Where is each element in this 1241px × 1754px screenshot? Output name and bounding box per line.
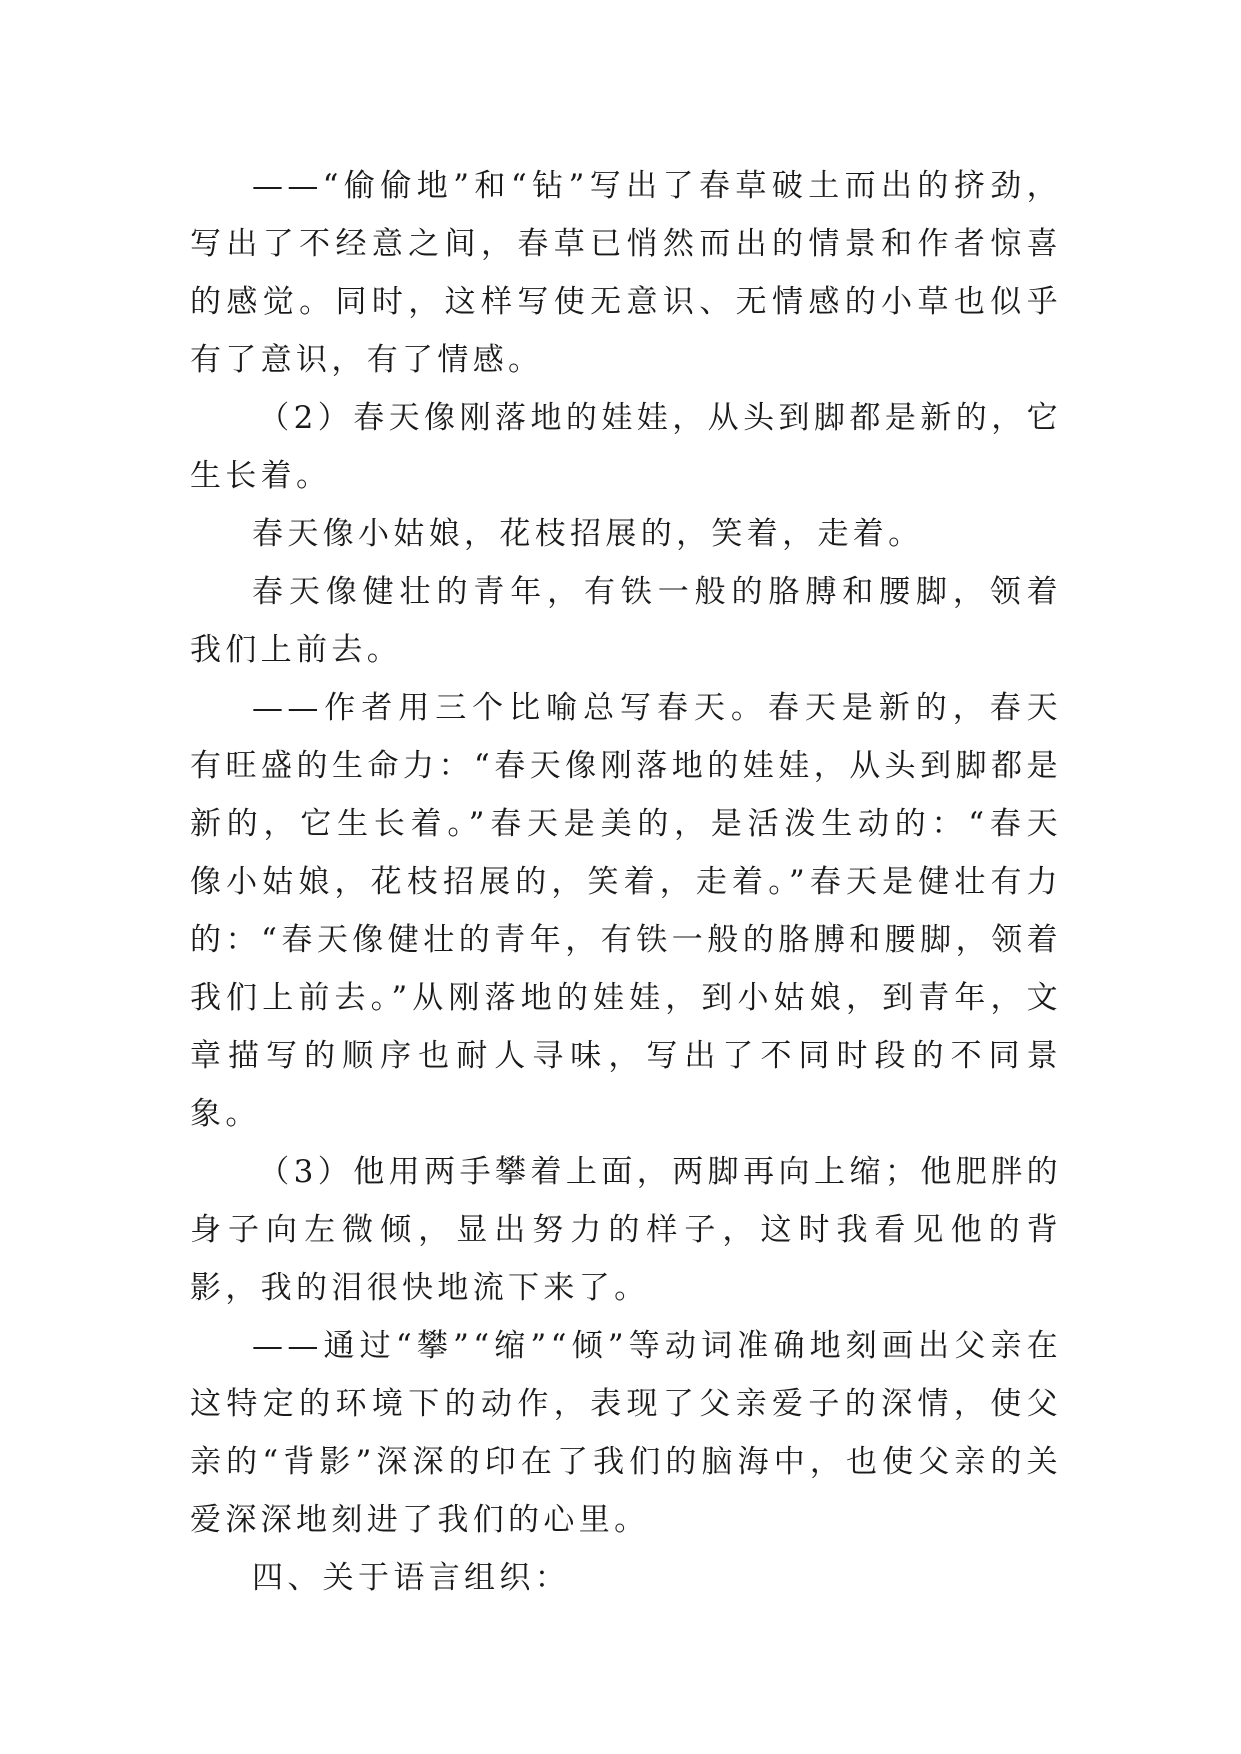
paragraph-example-2: （2）春天像刚落地的娃娃，从头到脚都是新的，它生长着。 — [190, 400, 1062, 494]
document-body — [190, 157, 1062, 1607]
section-heading-language: 四、关于语言组织： — [252, 1560, 571, 1596]
paragraph-analysis-verbs: ——通过“攀”“缩”“倾”等动词准确地刻画出父亲在这特定的环境下的动作，表现了父亲爱子的深情，使父亲的“背影”深深的印在了我们的脑海中，也使父亲的关爱深深地刻进了我们的心里。 — [190, 1328, 1062, 1538]
paragraph-example-3: （3）他用两手攀着上面，两脚再向上缩；他肥胖的身子向左微倾，显出努力的样子，这时我看见他的背影，我的泪很快地流下来了。 — [190, 1154, 1062, 1306]
paragraph-analysis-metaphors: ——作者用三个比喻总写春天。春天是新的，春天有旺盛的生命力：“春天像刚落地的娃娃，从头到脚都是新的，它生长着。”春天是美的，是活泼生动的：“春天像小姑娘，花枝招展的，笑着，走着。”春天是健壮有力的：“春天像健壮的青年，有铁一般的胳膊和腰脚，领着我们上前去。”从刚落地的娃娃，到小姑娘，到青年，文章描写的顺序也耐人寻味，写出了不同时段的不同景象。 — [190, 690, 1062, 1132]
paragraph-spring-youth: 春天像健壮的青年，有铁一般的胳膊和腰脚，领着我们上前去。 — [190, 574, 1062, 668]
paragraph-spring-girl: 春天像小姑娘，花枝招展的，笑着，走着。 — [252, 516, 924, 552]
paragraph-analysis-grass: ——“偷偷地”和“钻”写出了春草破土而出的挤劲，写出了不经意之间，春草已悄然而出的情景和作者惊喜的感觉。同时，这样写使无意识、无情感的小草也似乎有了意识，有了情感。 — [190, 168, 1062, 378]
